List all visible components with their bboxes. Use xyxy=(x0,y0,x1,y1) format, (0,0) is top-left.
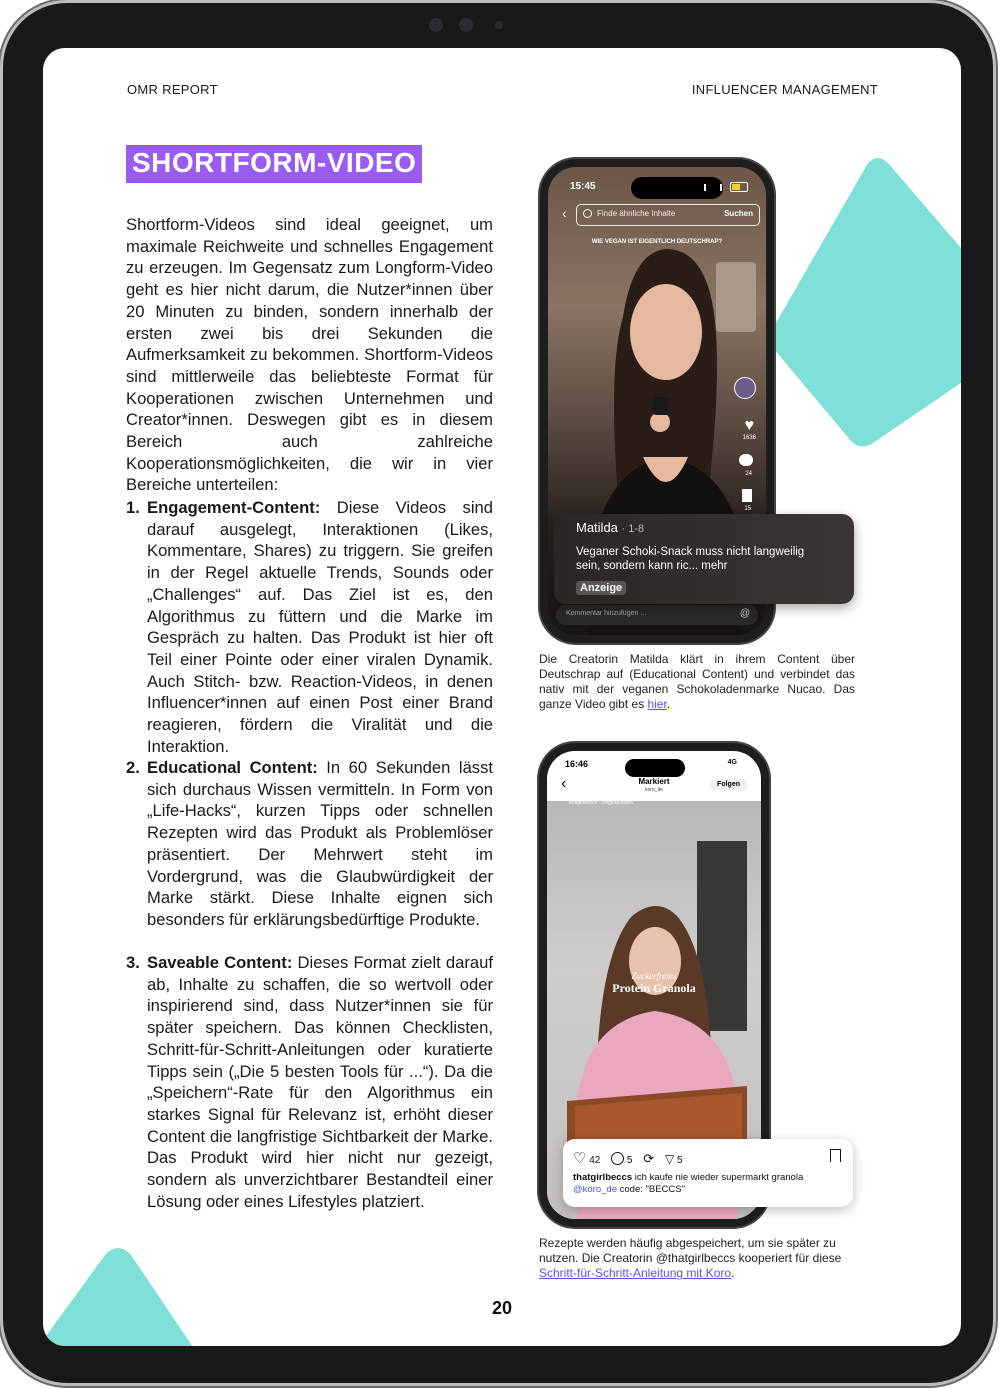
ad-badge: Anzeige xyxy=(576,581,626,595)
comment-icon[interactable] xyxy=(739,454,753,466)
creator-avatar[interactable] xyxy=(734,377,756,399)
status-icons xyxy=(704,182,748,191)
bookmark-icon[interactable] xyxy=(830,1149,841,1162)
teal-diamond-decoration xyxy=(743,153,961,453)
back-icon[interactable]: ‹ xyxy=(562,205,567,221)
list-item xyxy=(126,757,493,931)
caption-1: Die Creatorin Matilda klärt in ihrem Content über Deutschrap auf (Educational Content) und verbindet das nativ mit der veganen Schokoladenmarke Nucao. Das ganze Video gibt es hier. xyxy=(539,652,855,711)
list-term: Engagement-Content: xyxy=(147,498,321,517)
share-icon[interactable]: ▽ xyxy=(664,1152,675,1166)
save-count: 15 xyxy=(744,506,751,512)
search-bar[interactable] xyxy=(576,204,760,226)
intro-paragraph: Shortform-Videos sind ideal geeignet, um maximale Reichweite und schnelles Engagement zu erzeugen. Im Gegensatz zum Longform-Video geht es hier nicht darum, die Nutzer*innen über 20 Minuten zu binden, sondern innerhalb der ersten zwei bis drei Sekunden die Aufmerksamkeit zu bekommen. Shortform-Videos sind mittlerweile das beliebteste Format für Kooperationen zwischen Unternehmen und Creator*innen. Deswegen gibt es in diesem Bereich auch zahlreiche Kooperationsmöglichkeiten, die wir in vier Bereiche unterteilen: xyxy=(126,215,493,495)
audio-label: thatgirlbeccs · Original-Audio xyxy=(569,800,634,806)
heart-icon[interactable]: ♡ xyxy=(573,1150,587,1167)
comment-bar[interactable] xyxy=(556,605,758,625)
like-count: 42 xyxy=(589,1155,601,1166)
list-text: In 60 Sekunden lässt sich durchaus Wissen vermitteln. In Form von „Life-Hacks“, kurzen Tipps oder schnellen Rezepten wird das Produkt als Problemlöser präsentiert. Der Mehrwert steht im Vordergrund, was die Glaubwürdigkeit der Marke stärkt. Diese Inhalte eignen sich besonders für erklärungsbedürftige Produkte. xyxy=(147,758,493,929)
sensor-icon xyxy=(495,21,503,29)
page xyxy=(43,48,961,1346)
creator-name: Matilda · 1-8 xyxy=(576,520,645,535)
list-item xyxy=(126,497,493,757)
back-icon[interactable]: ‹ xyxy=(561,775,567,792)
post-caption: thatgirlbeccs ich kaufe nie wieder supermarkt granola @koro_de code: "BECCS" xyxy=(573,1172,804,1195)
comment-count: 24 xyxy=(745,471,752,477)
teal-triangle-decoration xyxy=(43,1243,203,1346)
follow-button[interactable]: Folgen xyxy=(710,779,747,790)
list-number: 2. xyxy=(126,758,140,777)
list-number: 1. xyxy=(126,498,140,517)
header-left: OMR REPORT xyxy=(127,82,218,97)
actions-row xyxy=(573,1149,683,1165)
list-term: Saveable Content: xyxy=(147,953,293,972)
list-text: Diese Videos sind darauf ausgelegt, Interaktionen (Likes, Kommentare, Shares) zu triggern. Sie greifen in der Regel aktuelle Trends, Sounds oder „Challenges“ auf. Das Ziel ist es, den Algorithmus zu füttern und die Marke im Gespräch zu halten. Das Produkt ist hier oft Teil einer Pointe oder einer viralen Dynamik. Auch Stitch- bzw. Reaction-Videos, in denen Influencer*innen auf einen Post einer Brand reagieren, fördern die Viralität und die Interaktion. xyxy=(147,498,493,756)
post-actions-card xyxy=(563,1139,853,1207)
like-count: 1636 xyxy=(742,435,756,441)
list-item xyxy=(126,952,493,1212)
mention-link[interactable]: @koro_de xyxy=(573,1183,617,1195)
list-text: Dieses Format zielt darauf ab, Inhalte zu schaffen, die so wertvoll oder inspirierend sind, dass Nutzer*innen sie für später speichern. Das können Checklisten, Schritt-für-Schritt-Anleitungen oder kuratierte Tipps sein („Die 5 besten Tools für ...“). Da die „Speichern“-Rate für den Algorithmus ein starkes Signal für Relevanz ist, erhöht dieser Content die langfristige Sichtbarkeit der Marke. Das Produkt wird hier nicht nur gezeigt, sondern als unverzichtbarer Bestandteil einer Lösung oder eines Lifestyles platziert. xyxy=(147,953,493,1211)
search-icon xyxy=(583,209,592,218)
camera-icon xyxy=(429,18,443,32)
overlay-text-1: Zuckerfreies xyxy=(631,971,677,981)
comment-count: 5 xyxy=(626,1155,633,1166)
sensor-icon xyxy=(459,18,473,32)
link-hier[interactable]: hier xyxy=(647,697,667,711)
repost-icon[interactable]: ⟳ xyxy=(643,1151,655,1166)
search-button[interactable]: Suchen xyxy=(724,209,753,218)
header-right: INFLUENCER MANAGEMENT xyxy=(691,82,878,97)
description-card[interactable] xyxy=(554,514,854,604)
reel-title: Markiert xyxy=(638,777,670,786)
link-koro[interactable]: Schritt-für-Schritt-Anleitung mit Koro xyxy=(539,1266,732,1280)
status-time: 15:45 xyxy=(570,181,596,192)
section-title: SHORTFORM-VIDEO xyxy=(126,145,422,183)
search-input[interactable]: Finde ähnliche Inhalte xyxy=(597,209,676,218)
dynamic-island xyxy=(625,759,685,777)
reel-subtitle: koro_de xyxy=(644,787,664,793)
status-time: 16:46 xyxy=(565,759,589,769)
video-description: Veganer Schoki-Snack muss nicht langweilig sein, sondern kann ric... mehr xyxy=(576,546,805,572)
list-number: 3. xyxy=(126,953,140,972)
comment-input[interactable]: Kommentar hinzufügen ... xyxy=(566,610,647,617)
at-icon[interactable]: @ xyxy=(739,608,750,619)
network-label: 4G xyxy=(727,759,737,766)
bookmark-icon[interactable] xyxy=(742,489,752,502)
list-term: Educational Content: xyxy=(147,758,318,777)
comment-icon[interactable] xyxy=(611,1152,624,1165)
caption-2: Rezepte werden häufig abgespeichert, um sie später zu nutzen. Die Creatorin @thatgirlbeccs kooperiert für diese Schritt-für-Schritt-Anleitung mit Koro. xyxy=(539,1236,842,1280)
tablet-frame xyxy=(3,3,993,1383)
share-count: 5 xyxy=(676,1155,683,1166)
overlay-text-2: Protein Granola xyxy=(612,981,696,995)
video-caption: WIE VEGAN IST EIGENTLICH DEUTSCHRAP? xyxy=(591,239,723,245)
page-number: 20 xyxy=(491,1298,513,1318)
like-icon[interactable]: ♥ xyxy=(744,417,754,434)
